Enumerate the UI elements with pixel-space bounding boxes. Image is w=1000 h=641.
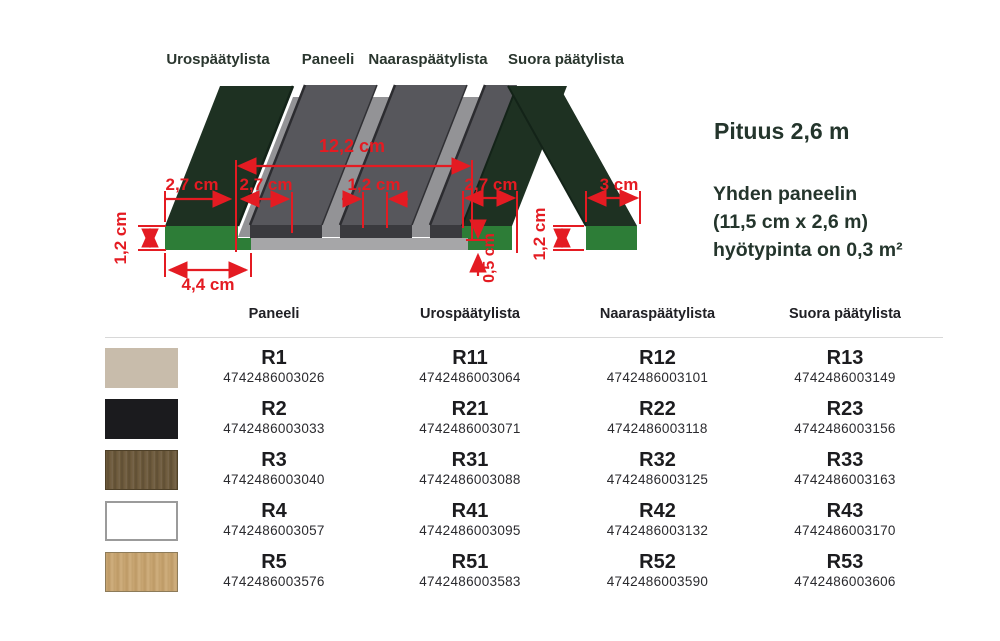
product-ean: 4742486003033 <box>223 421 325 436</box>
dim-left-edge: 2,7 cm <box>165 175 219 194</box>
product-cell <box>178 395 370 446</box>
color-swatch-white <box>105 501 178 541</box>
product-cell <box>178 344 370 395</box>
product-ean: 4742486003064 <box>419 370 521 385</box>
product-code: R31 <box>451 449 489 471</box>
product-cell <box>745 548 945 599</box>
label-paneeli: Paneeli <box>301 51 355 68</box>
product-code: R53 <box>826 551 864 573</box>
product-ean: 4742486003583 <box>419 574 521 589</box>
product-code: R23 <box>826 398 864 420</box>
product-cell <box>745 395 945 446</box>
label-urospaatylista: Urospäätylista <box>166 51 270 68</box>
left-ridge-front <box>165 226 251 250</box>
product-ean: 4742486003101 <box>606 370 709 385</box>
header-divider <box>105 337 943 338</box>
strip-front <box>586 226 637 250</box>
slat-front <box>340 225 412 238</box>
table-row <box>105 395 945 446</box>
dim-strip-width: 3 cm <box>599 175 639 194</box>
product-ean: 4742486003132 <box>606 523 709 538</box>
product-ean: 4742486003040 <box>223 472 325 487</box>
product-cell <box>370 548 570 599</box>
product-cell <box>745 446 945 497</box>
product-code: R21 <box>451 398 489 420</box>
product-ean: 4742486003088 <box>419 472 521 487</box>
color-swatch-beige <box>105 348 178 388</box>
slat-front <box>250 225 322 238</box>
product-cell <box>370 446 570 497</box>
product-cell <box>178 497 370 548</box>
product-ean: 4742486003170 <box>794 523 896 538</box>
product-code: R52 <box>639 551 676 573</box>
column-header-naaraspaatylista: Naaraspäätylista <box>599 306 716 322</box>
table-row <box>105 548 945 599</box>
dim-step: 0,5 cm <box>481 233 498 283</box>
product-code: R51 <box>451 551 489 573</box>
label-suora-paatylista: Suora päätylista <box>508 51 624 68</box>
table-row <box>105 446 945 497</box>
product-code: R5 <box>261 551 287 573</box>
table-row <box>105 344 945 395</box>
dim-left-height: 1,2 cm <box>111 211 130 265</box>
product-code: R12 <box>639 347 676 369</box>
product-code: R42 <box>639 500 676 522</box>
table-row <box>105 497 945 548</box>
color-swatch-light-oak <box>105 552 178 592</box>
dim-strip-height: 1,2 cm <box>530 207 549 261</box>
column-header-paneeli: Paneeli <box>248 306 300 322</box>
dim-right-edge: 2,7 cm <box>464 175 518 194</box>
product-cell <box>178 446 370 497</box>
panel-base-front <box>251 238 468 250</box>
product-ean: 4742486003071 <box>419 421 521 436</box>
product-code: R22 <box>639 398 676 420</box>
product-ean: 4742486003590 <box>606 574 709 589</box>
product-ean: 4742486003125 <box>606 472 709 487</box>
slat-front <box>430 225 462 238</box>
area-line: (11,5 cm x 2,6 m) <box>713 211 869 233</box>
color-swatch-black <box>105 399 178 439</box>
product-ean: 4742486003057 <box>223 523 325 538</box>
useful-area-text <box>713 180 903 264</box>
product-cell <box>370 497 570 548</box>
product-code: R4 <box>261 500 287 522</box>
product-code: R41 <box>451 500 489 522</box>
product-ean: 4742486003026 <box>223 370 325 385</box>
product-code: R32 <box>639 449 676 471</box>
length-text: Pituus 2,6 m <box>714 118 850 144</box>
product-ean: 4742486003163 <box>794 472 896 487</box>
product-ean: 4742486003576 <box>223 574 325 589</box>
table-body <box>105 344 945 599</box>
header-spacer <box>105 306 178 322</box>
dim-top-width: 12,2 cm <box>318 136 386 156</box>
dim-bottom-left: 4,4 cm <box>181 275 235 294</box>
product-cell <box>570 548 745 599</box>
product-cell <box>370 395 570 446</box>
product-code: R43 <box>826 500 864 522</box>
label-naaraspaatylista: Naaraspäätylista <box>368 51 488 68</box>
product-cell <box>570 344 745 395</box>
product-code: R3 <box>261 449 287 471</box>
product-code: R13 <box>826 347 864 369</box>
product-ean: 4742486003149 <box>794 370 896 385</box>
product-code: R1 <box>261 347 287 369</box>
product-ean: 4742486003156 <box>794 421 896 436</box>
product-cell <box>745 497 945 548</box>
product-cell <box>178 548 370 599</box>
product-ean: 4742486003606 <box>794 574 896 589</box>
product-cell <box>370 344 570 395</box>
dim-slat-width: 2,7 cm <box>239 175 293 194</box>
product-code: R11 <box>452 347 488 369</box>
column-header-urospaatylista: Urospäätylista <box>420 306 520 322</box>
area-line: Yhden paneelin <box>713 183 858 205</box>
product-cell <box>745 344 945 395</box>
column-header-suora-paatylista: Suora päätylista <box>788 306 901 322</box>
product-cell <box>570 395 745 446</box>
product-code: R33 <box>826 449 864 471</box>
product-cell <box>570 446 745 497</box>
product-cell <box>570 497 745 548</box>
product-ean: 4742486003095 <box>419 523 521 538</box>
table-header-row <box>105 306 945 322</box>
product-code: R2 <box>261 398 287 420</box>
area-line: hyötypinta on 0,3 m² <box>713 239 903 261</box>
product-ean: 4742486003118 <box>607 421 708 436</box>
dim-groove: 1,2 cm <box>347 175 401 194</box>
color-swatch-dark-wood <box>105 450 178 490</box>
